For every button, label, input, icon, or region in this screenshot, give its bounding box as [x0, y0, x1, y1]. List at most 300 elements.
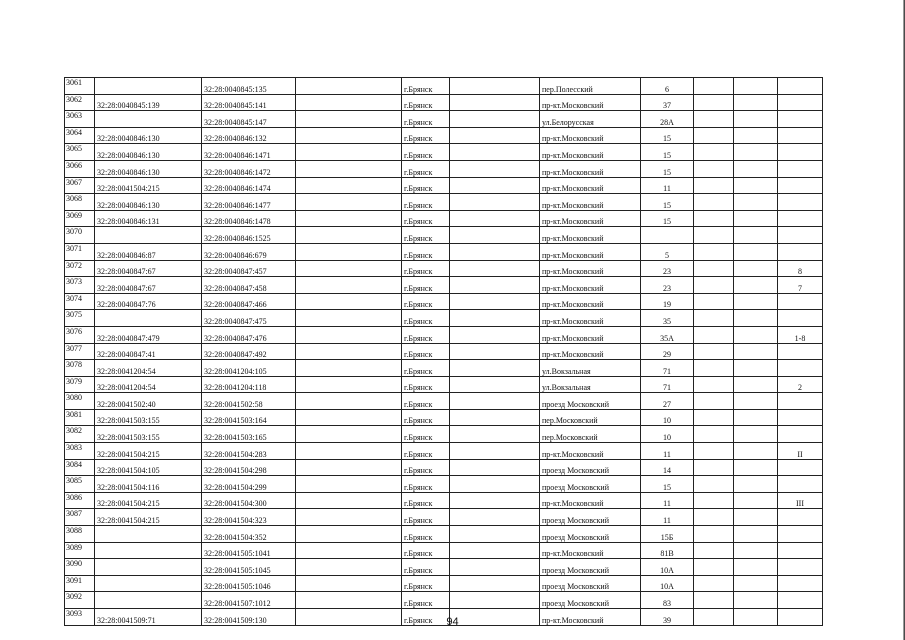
extra-col-2-cell: [450, 476, 540, 493]
building-number-cell: 32:28:0041503:165: [202, 426, 296, 443]
apartment-cell: [778, 160, 823, 177]
extra-col-2-cell: [450, 227, 540, 244]
row-number-cell: 3084: [65, 459, 95, 476]
extra-col-4-cell: [734, 194, 778, 211]
house-number-cell: 35А: [641, 326, 694, 343]
apartment-cell: [778, 111, 823, 128]
extra-col-3-cell: [694, 160, 734, 177]
apartment-cell: [778, 426, 823, 443]
apartment-cell: [778, 310, 823, 327]
building-number-cell: 32:28:0041509:130: [202, 609, 296, 626]
street-cell: пр-кт.Московский: [540, 326, 641, 343]
parcel-number-cell: 32:28:0041509:71: [95, 609, 202, 626]
row-number-cell: 3093: [65, 609, 95, 626]
apartment-cell: [778, 575, 823, 592]
street-cell: пр-кт.Московский: [540, 194, 641, 211]
extra-col-2-cell: [450, 310, 540, 327]
apartment-cell: [778, 127, 823, 144]
extra-col-1-cell: [296, 227, 402, 244]
extra-col-1-cell: [296, 360, 402, 377]
building-number-cell: 32:28:0040846:1471: [202, 144, 296, 161]
extra-col-2-cell: [450, 575, 540, 592]
parcel-number-cell: [95, 78, 202, 95]
apartment-cell: [778, 526, 823, 543]
extra-col-4-cell: [734, 509, 778, 526]
extra-col-4-cell: [734, 78, 778, 95]
parcel-number-cell: 32:28:0040846:130: [95, 160, 202, 177]
table-row: [65, 360, 823, 377]
extra-col-2-cell: [450, 160, 540, 177]
table-row: [65, 592, 823, 609]
extra-col-1-cell: [296, 310, 402, 327]
city-cell: г.Брянск: [402, 509, 450, 526]
city-cell: г.Брянск: [402, 443, 450, 460]
extra-col-3-cell: [694, 144, 734, 161]
extra-col-3-cell: [694, 443, 734, 460]
extra-col-4-cell: [734, 393, 778, 410]
house-number-cell: [641, 227, 694, 244]
row-number-cell: 3064: [65, 127, 95, 144]
house-number-cell: 29: [641, 343, 694, 360]
apartment-cell: [778, 476, 823, 493]
apartment-cell: 7: [778, 277, 823, 294]
street-cell: пер.Полесский: [540, 78, 641, 95]
extra-col-2-cell: [450, 210, 540, 227]
table-row: [65, 559, 823, 576]
extra-col-2-cell: [450, 277, 540, 294]
building-number-cell: 32:28:0041504:283: [202, 443, 296, 460]
extra-col-3-cell: [694, 210, 734, 227]
house-number-cell: 27: [641, 393, 694, 410]
city-cell: г.Брянск: [402, 609, 450, 626]
city-cell: г.Брянск: [402, 227, 450, 244]
row-number-cell: 3078: [65, 360, 95, 377]
extra-col-3-cell: [694, 194, 734, 211]
apartment-cell: [778, 94, 823, 111]
apartment-cell: [778, 144, 823, 161]
extra-col-4-cell: [734, 376, 778, 393]
street-cell: проезд Московский: [540, 393, 641, 410]
row-number-cell: 3080: [65, 393, 95, 410]
parcel-number-cell: [95, 227, 202, 244]
extra-col-2-cell: [450, 509, 540, 526]
street-cell: ул.Вокзальная: [540, 376, 641, 393]
parcel-number-cell: [95, 310, 202, 327]
row-number-cell: 3075: [65, 310, 95, 327]
house-number-cell: 15: [641, 194, 694, 211]
page-number: 94: [446, 616, 459, 628]
row-number-cell: 3085: [65, 476, 95, 493]
building-number-cell: 32:28:0040846:1472: [202, 160, 296, 177]
extra-col-1-cell: [296, 177, 402, 194]
registry-table-container: [64, 77, 823, 626]
house-number-cell: 14: [641, 459, 694, 476]
extra-col-1-cell: [296, 293, 402, 310]
apartment-cell: [778, 243, 823, 260]
extra-col-3-cell: [694, 111, 734, 128]
city-cell: г.Брянск: [402, 476, 450, 493]
building-number-cell: 32:28:0040845:147: [202, 111, 296, 128]
extra-col-1-cell: [296, 426, 402, 443]
street-cell: пр-кт.Московский: [540, 492, 641, 509]
parcel-number-cell: 32:28:0041504:215: [95, 443, 202, 460]
house-number-cell: 28А: [641, 111, 694, 128]
house-number-cell: 15: [641, 127, 694, 144]
house-number-cell: 39: [641, 609, 694, 626]
extra-col-2-cell: [450, 542, 540, 559]
building-number-cell: 32:28:0041505:1045: [202, 559, 296, 576]
house-number-cell: 11: [641, 443, 694, 460]
row-number-cell: 3070: [65, 227, 95, 244]
extra-col-1-cell: [296, 575, 402, 592]
extra-col-1-cell: [296, 542, 402, 559]
city-cell: г.Брянск: [402, 326, 450, 343]
street-cell: пер.Московский: [540, 409, 641, 426]
extra-col-4-cell: [734, 94, 778, 111]
building-number-cell: 32:28:0041505:1046: [202, 575, 296, 592]
parcel-number-cell: 32:28:0040846:87: [95, 243, 202, 260]
city-cell: г.Брянск: [402, 177, 450, 194]
extra-col-1-cell: [296, 277, 402, 294]
city-cell: г.Брянск: [402, 559, 450, 576]
parcel-number-cell: 32:28:0041504:116: [95, 476, 202, 493]
parcel-number-cell: 32:28:0040847:41: [95, 343, 202, 360]
street-cell: пр-кт.Московский: [540, 277, 641, 294]
building-number-cell: 32:28:0040847:475: [202, 310, 296, 327]
extra-col-2-cell: [450, 94, 540, 111]
row-number-cell: 3066: [65, 160, 95, 177]
extra-col-4-cell: [734, 144, 778, 161]
building-number-cell: 32:28:0041503:164: [202, 409, 296, 426]
extra-col-4-cell: [734, 592, 778, 609]
building-number-cell: 32:28:0041505:1041: [202, 542, 296, 559]
house-number-cell: 10А: [641, 559, 694, 576]
table-row: [65, 409, 823, 426]
row-number-cell: 3088: [65, 526, 95, 543]
extra-col-3-cell: [694, 177, 734, 194]
table-row: [65, 310, 823, 327]
row-number-cell: 3091: [65, 575, 95, 592]
table-row: [65, 227, 823, 244]
extra-col-2-cell: [450, 127, 540, 144]
table-row: [65, 210, 823, 227]
extra-col-4-cell: [734, 526, 778, 543]
row-number-cell: 3090: [65, 559, 95, 576]
extra-col-4-cell: [734, 127, 778, 144]
house-number-cell: 23: [641, 260, 694, 277]
building-number-cell: 32:28:0040846:132: [202, 127, 296, 144]
street-cell: пр-кт.Московский: [540, 227, 641, 244]
city-cell: г.Брянск: [402, 409, 450, 426]
row-number-cell: 3065: [65, 144, 95, 161]
street-cell: проезд Московский: [540, 526, 641, 543]
extra-col-4-cell: [734, 111, 778, 128]
row-number-cell: 3073: [65, 277, 95, 294]
row-number-cell: 3063: [65, 111, 95, 128]
apartment-cell: [778, 393, 823, 410]
table-row: [65, 492, 823, 509]
apartment-cell: [778, 542, 823, 559]
extra-col-1-cell: [296, 459, 402, 476]
parcel-number-cell: [95, 559, 202, 576]
building-number-cell: 32:28:0040847:458: [202, 277, 296, 294]
extra-col-3-cell: [694, 559, 734, 576]
table-row: [65, 459, 823, 476]
building-number-cell: 32:28:0041504:298: [202, 459, 296, 476]
house-number-cell: 71: [641, 376, 694, 393]
extra-col-4-cell: [734, 409, 778, 426]
table-row: [65, 277, 823, 294]
street-cell: пр-кт.Московский: [540, 243, 641, 260]
row-number-cell: 3072: [65, 260, 95, 277]
apartment-cell: [778, 559, 823, 576]
extra-col-2-cell: [450, 526, 540, 543]
street-cell: проезд Московский: [540, 459, 641, 476]
extra-col-3-cell: [694, 227, 734, 244]
table-row: [65, 509, 823, 526]
parcel-number-cell: [95, 575, 202, 592]
apartment-cell: 2: [778, 376, 823, 393]
extra-col-3-cell: [694, 260, 734, 277]
building-number-cell: 32:28:0040845:135: [202, 78, 296, 95]
row-number-cell: 3077: [65, 343, 95, 360]
building-number-cell: 32:28:0041504:323: [202, 509, 296, 526]
extra-col-2-cell: [450, 343, 540, 360]
table-row: [65, 78, 823, 95]
row-number-cell: 3069: [65, 210, 95, 227]
street-cell: пр-кт.Московский: [540, 160, 641, 177]
extra-col-4-cell: [734, 360, 778, 377]
city-cell: г.Брянск: [402, 492, 450, 509]
extra-col-4-cell: [734, 443, 778, 460]
table-row: [65, 94, 823, 111]
extra-col-3-cell: [694, 575, 734, 592]
table-row: [65, 526, 823, 543]
house-number-cell: 5: [641, 243, 694, 260]
extra-col-3-cell: [694, 476, 734, 493]
row-number-cell: 3079: [65, 376, 95, 393]
parcel-number-cell: 32:28:0041504:215: [95, 509, 202, 526]
extra-col-3-cell: [694, 78, 734, 95]
row-number-cell: 3081: [65, 409, 95, 426]
house-number-cell: 37: [641, 94, 694, 111]
city-cell: г.Брянск: [402, 293, 450, 310]
apartment-cell: [778, 177, 823, 194]
street-cell: проезд Московский: [540, 509, 641, 526]
extra-col-4-cell: [734, 542, 778, 559]
extra-col-3-cell: [694, 326, 734, 343]
apartment-cell: 8: [778, 260, 823, 277]
extra-col-3-cell: [694, 243, 734, 260]
extra-col-4-cell: [734, 277, 778, 294]
extra-col-1-cell: [296, 476, 402, 493]
registry-table: [64, 77, 823, 626]
table-row: [65, 111, 823, 128]
city-cell: г.Брянск: [402, 376, 450, 393]
parcel-number-cell: 32:28:0040847:67: [95, 260, 202, 277]
extra-col-2-cell: [450, 443, 540, 460]
table-row: [65, 476, 823, 493]
extra-col-2-cell: [450, 376, 540, 393]
row-number-cell: 3087: [65, 509, 95, 526]
extra-col-4-cell: [734, 326, 778, 343]
building-number-cell: 32:28:0041204:118: [202, 376, 296, 393]
house-number-cell: 35: [641, 310, 694, 327]
city-cell: г.Брянск: [402, 592, 450, 609]
table-row: [65, 343, 823, 360]
table-row: [65, 144, 823, 161]
extra-col-4-cell: [734, 343, 778, 360]
extra-col-4-cell: [734, 559, 778, 576]
house-number-cell: 15Б: [641, 526, 694, 543]
city-cell: г.Брянск: [402, 243, 450, 260]
extra-col-1-cell: [296, 326, 402, 343]
apartment-cell: [778, 592, 823, 609]
extra-col-1-cell: [296, 94, 402, 111]
table-row: [65, 575, 823, 592]
building-number-cell: 32:28:0040846:679: [202, 243, 296, 260]
extra-col-1-cell: [296, 376, 402, 393]
street-cell: пр-кт.Московский: [540, 310, 641, 327]
extra-col-3-cell: [694, 592, 734, 609]
extra-col-1-cell: [296, 144, 402, 161]
parcel-number-cell: [95, 526, 202, 543]
parcel-number-cell: 32:28:0041504:215: [95, 492, 202, 509]
city-cell: г.Брянск: [402, 277, 450, 294]
extra-col-3-cell: [694, 459, 734, 476]
city-cell: г.Брянск: [402, 360, 450, 377]
house-number-cell: 15: [641, 210, 694, 227]
house-number-cell: 71: [641, 360, 694, 377]
table-row: [65, 160, 823, 177]
house-number-cell: 15: [641, 144, 694, 161]
row-number-cell: 3061: [65, 78, 95, 95]
building-number-cell: 32:28:0041502:58: [202, 393, 296, 410]
parcel-number-cell: [95, 111, 202, 128]
extra-col-1-cell: [296, 260, 402, 277]
table-row: [65, 177, 823, 194]
extra-col-4-cell: [734, 227, 778, 244]
parcel-number-cell: [95, 592, 202, 609]
apartment-cell: III: [778, 492, 823, 509]
extra-col-3-cell: [694, 492, 734, 509]
table-row: [65, 260, 823, 277]
extra-col-3-cell: [694, 526, 734, 543]
parcel-number-cell: 32:28:0040846:130: [95, 194, 202, 211]
parcel-number-cell: 32:28:0040847:479: [95, 326, 202, 343]
street-cell: проезд Московский: [540, 476, 641, 493]
house-number-cell: 15: [641, 160, 694, 177]
street-cell: пр-кт.Московский: [540, 293, 641, 310]
street-cell: пр-кт.Московский: [540, 127, 641, 144]
table-row: [65, 293, 823, 310]
extra-col-2-cell: [450, 409, 540, 426]
table-row: [65, 443, 823, 460]
extra-col-4-cell: [734, 177, 778, 194]
city-cell: г.Брянск: [402, 575, 450, 592]
table-body: [65, 78, 823, 626]
apartment-cell: 1-8: [778, 326, 823, 343]
extra-col-4-cell: [734, 293, 778, 310]
street-cell: ул.Белорусская: [540, 111, 641, 128]
building-number-cell: 32:28:0040845:141: [202, 94, 296, 111]
extra-col-2-cell: [450, 194, 540, 211]
extra-col-2-cell: [450, 260, 540, 277]
apartment-cell: II: [778, 443, 823, 460]
extra-col-1-cell: [296, 127, 402, 144]
city-cell: г.Брянск: [402, 144, 450, 161]
city-cell: г.Брянск: [402, 210, 450, 227]
extra-col-3-cell: [694, 376, 734, 393]
apartment-cell: [778, 293, 823, 310]
house-number-cell: 23: [641, 277, 694, 294]
parcel-number-cell: 32:28:0041504:105: [95, 459, 202, 476]
house-number-cell: 10А: [641, 575, 694, 592]
row-number-cell: 3071: [65, 243, 95, 260]
table-row: [65, 426, 823, 443]
building-number-cell: 32:28:0040846:1474: [202, 177, 296, 194]
city-cell: г.Брянск: [402, 127, 450, 144]
extra-col-1-cell: [296, 492, 402, 509]
building-number-cell: 32:28:0040846:1477: [202, 194, 296, 211]
extra-col-1-cell: [296, 343, 402, 360]
city-cell: г.Брянск: [402, 111, 450, 128]
street-cell: пр-кт.Московский: [540, 177, 641, 194]
street-cell: ул.Вокзальная: [540, 360, 641, 377]
extra-col-1-cell: [296, 78, 402, 95]
city-cell: г.Брянск: [402, 343, 450, 360]
table-row: [65, 194, 823, 211]
city-cell: г.Брянск: [402, 78, 450, 95]
row-number-cell: 3068: [65, 194, 95, 211]
building-number-cell: 32:28:0041504:300: [202, 492, 296, 509]
extra-col-1-cell: [296, 409, 402, 426]
parcel-number-cell: 32:28:0041503:155: [95, 426, 202, 443]
extra-col-4-cell: [734, 575, 778, 592]
parcel-number-cell: [95, 542, 202, 559]
building-number-cell: 32:28:0041504:352: [202, 526, 296, 543]
extra-col-1-cell: [296, 194, 402, 211]
apartment-cell: [778, 194, 823, 211]
city-cell: г.Брянск: [402, 260, 450, 277]
extra-col-3-cell: [694, 310, 734, 327]
city-cell: г.Брянск: [402, 542, 450, 559]
extra-col-2-cell: [450, 78, 540, 95]
city-cell: г.Брянск: [402, 526, 450, 543]
parcel-number-cell: 32:28:0040846:130: [95, 144, 202, 161]
building-number-cell: 32:28:0040846:1525: [202, 227, 296, 244]
row-number-cell: 3092: [65, 592, 95, 609]
row-number-cell: 3067: [65, 177, 95, 194]
extra-col-1-cell: [296, 393, 402, 410]
extra-col-1-cell: [296, 210, 402, 227]
parcel-number-cell: 32:28:0041204:54: [95, 360, 202, 377]
street-cell: пр-кт.Московский: [540, 260, 641, 277]
house-number-cell: 11: [641, 492, 694, 509]
building-number-cell: 32:28:0040847:476: [202, 326, 296, 343]
extra-col-2-cell: [450, 559, 540, 576]
house-number-cell: 15: [641, 476, 694, 493]
parcel-number-cell: 32:28:0041503:155: [95, 409, 202, 426]
extra-col-2-cell: [450, 293, 540, 310]
street-cell: пер.Московский: [540, 426, 641, 443]
row-number-cell: 3062: [65, 94, 95, 111]
extra-col-2-cell: [450, 492, 540, 509]
extra-col-2-cell: [450, 177, 540, 194]
extra-col-2-cell: [450, 393, 540, 410]
extra-col-2-cell: [450, 111, 540, 128]
table-row: [65, 393, 823, 410]
